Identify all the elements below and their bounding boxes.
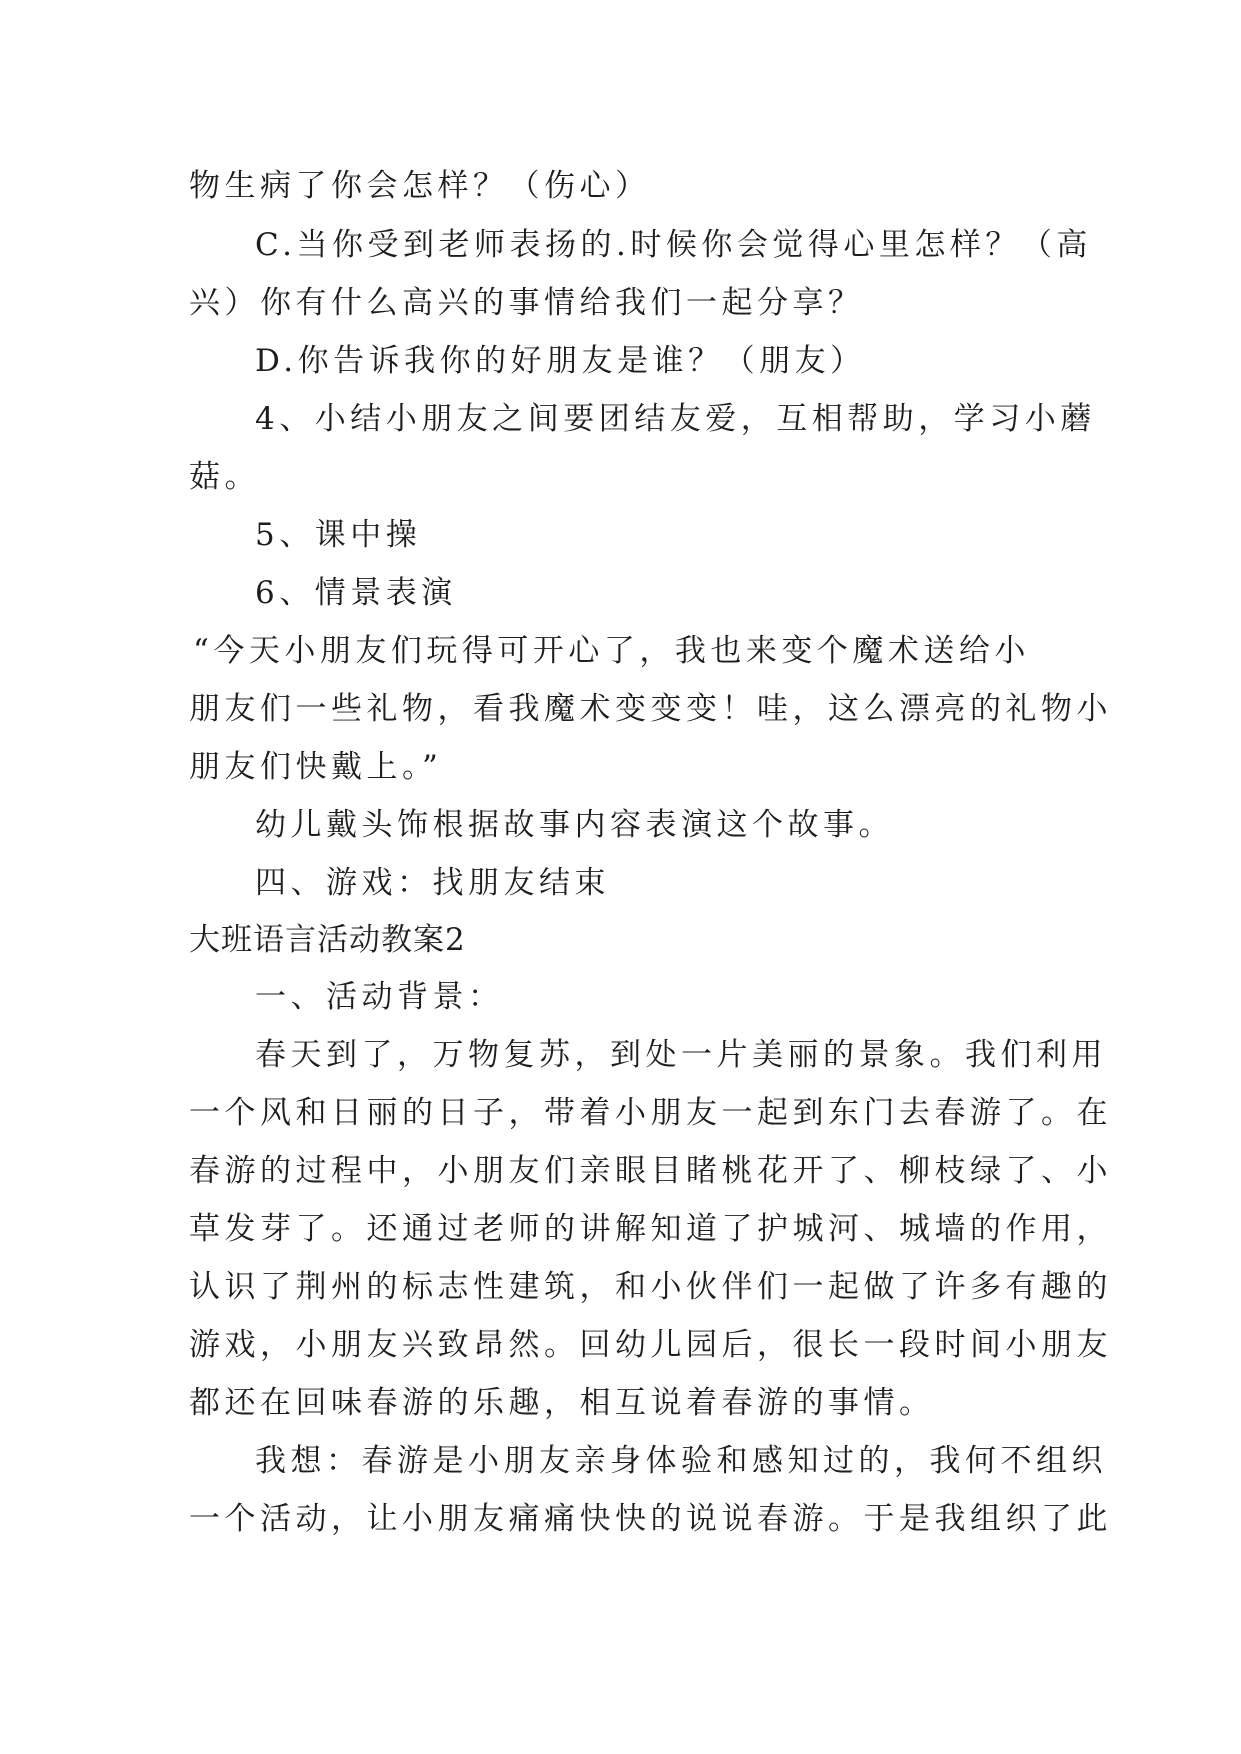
text-line: 兴）你有什么高兴的事情给我们一起分享？ xyxy=(189,285,864,321)
text-line: 5、课中操 xyxy=(255,517,422,553)
text-line: 游戏，小朋友兴致昂然。回幼儿园后，很长一段时间小朋友 xyxy=(189,1327,1112,1363)
text-line: 物生病了你会怎样？（伤心） xyxy=(189,168,651,204)
text-line: 朋友们快戴上。” xyxy=(189,749,443,785)
text-line: 草发芽了。还通过老师的讲解知道了护城河、城墙的作用， xyxy=(189,1211,1112,1247)
text-line: 一、活动背景： xyxy=(255,979,504,1015)
text-line: C.当你受到老师表扬的.时候你会觉得心里怎样？（高 xyxy=(255,227,1092,263)
text-line: 朋友们一些礼物，看我魔术变变变！哇，这么漂亮的礼物小 xyxy=(189,691,1112,727)
text-line: 4、小结小朋友之间要团结友爱，互相帮助，学习小蘑 xyxy=(255,401,1096,437)
text-line: 四、游戏：找朋友结束 xyxy=(255,865,610,901)
text-line: 都还在回味春游的乐趣，相互说着春游的事情。 xyxy=(189,1385,935,1421)
text-line: 认识了荆州的标志性建筑，和小伙伴们一起做了许多有趣的 xyxy=(189,1269,1112,1305)
text-line: 春天到了，万物复苏，到处一片美丽的景象。我们利用 xyxy=(255,1037,1107,1073)
text-line: 春游的过程中，小朋友们亲眼目睹桃花开了、柳枝绿了、小 xyxy=(189,1153,1112,1189)
text-line: 我想：春游是小朋友亲身体验和感知过的，我何不组织 xyxy=(255,1443,1107,1479)
text-line: 幼儿戴头饰根据故事内容表演这个故事。 xyxy=(255,807,894,843)
text-line: 6、情景表演 xyxy=(255,575,457,611)
text-line: D.你告诉我你的好朋友是谁？（朋友） xyxy=(255,343,866,379)
text-line: 一个风和日丽的日子，带着小朋友一起到东门去春游了。在 xyxy=(189,1095,1112,1131)
text-line: “今天小朋友们玩得可开心了，我也来变个魔术送给小 xyxy=(193,633,1030,669)
section-title: 大班语言活动教案2 xyxy=(189,922,466,958)
text-line: 菇。 xyxy=(189,459,260,495)
text-line: 一个活动，让小朋友痛痛快快的说说春游。于是我组织了此 xyxy=(189,1501,1112,1537)
